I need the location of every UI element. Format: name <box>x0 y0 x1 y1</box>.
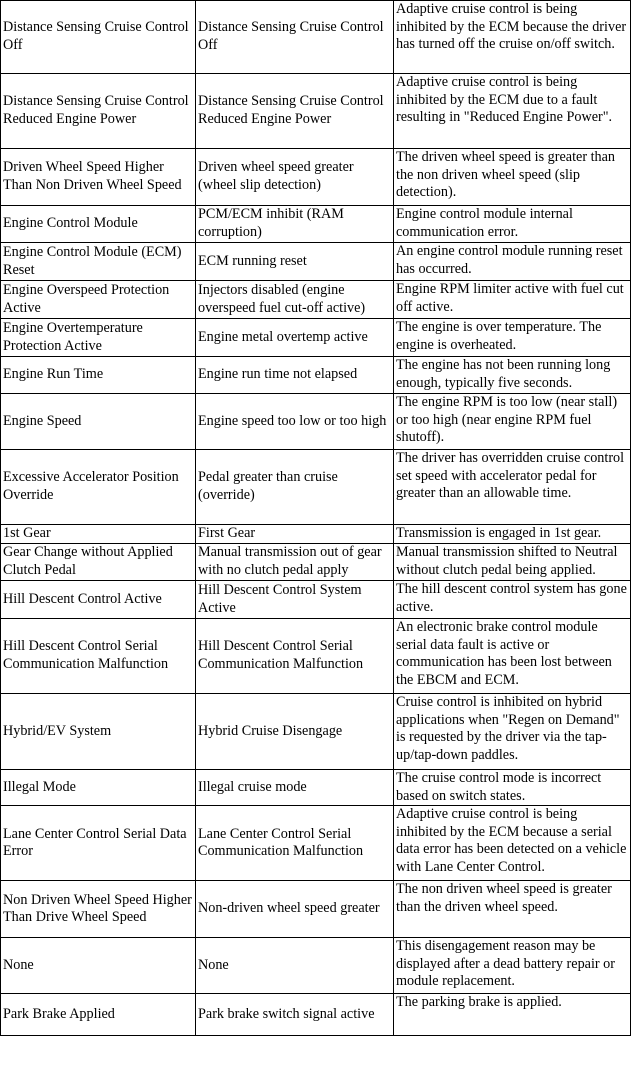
reason-name-cell: Engine Run Time <box>1 357 196 394</box>
table-row <box>1 770 631 806</box>
reason-detail-cell: The hill descent control system has gone active. <box>394 581 631 619</box>
table-row <box>1 1 631 74</box>
reason-description-cell: Distance Sensing Cruise Control Reduced Engine Power <box>196 74 394 149</box>
reason-description-cell: None <box>196 938 394 994</box>
reason-description-cell: Engine run time not elapsed <box>196 357 394 394</box>
table-row <box>1 450 631 525</box>
table-row <box>1 243 631 281</box>
reason-detail-cell: The engine has not been running long enough, typically five seconds. <box>394 357 631 394</box>
table-row <box>1 357 631 394</box>
table-row <box>1 881 631 938</box>
reason-detail-cell: The engine RPM is too low (near stall) or too high (near engine RPM fuel shutoff). <box>394 394 631 450</box>
table-row <box>1 806 631 881</box>
reason-description-cell: Hill Descent Control System Active <box>196 581 394 619</box>
reason-name-cell: Hybrid/EV System <box>1 694 196 770</box>
reason-description-cell: Manual transmission out of gear with no clutch pedal apply <box>196 544 394 581</box>
reason-name-cell: Distance Sensing Cruise Control Reduced Engine Power <box>1 74 196 149</box>
reason-name-cell: Lane Center Control Serial Data Error <box>1 806 196 881</box>
reason-detail-cell: The driven wheel speed is greater than the non driven wheel speed (slip detection). <box>394 149 631 206</box>
table-row <box>1 581 631 619</box>
reason-name-cell: Park Brake Applied <box>1 994 196 1036</box>
reason-description-cell: Hybrid Cruise Disengage <box>196 694 394 770</box>
reason-name-cell: Engine Overspeed Protection Active <box>1 281 196 319</box>
reason-detail-cell: An electronic brake control module serial data fault is active or communication has been lost between the EBCM and ECM. <box>394 619 631 694</box>
reason-description-cell: Engine speed too low or too high <box>196 394 394 450</box>
reason-description-cell: Non-driven wheel speed greater <box>196 881 394 938</box>
reason-name-cell: Illegal Mode <box>1 770 196 806</box>
reason-detail-cell: The cruise control mode is incorrect based on switch states. <box>394 770 631 806</box>
reason-detail-cell: Adaptive cruise control is being inhibited by the ECM because a serial data error has been detected on a vehicle with Lane Center Control. <box>394 806 631 881</box>
reason-name-cell: Engine Speed <box>1 394 196 450</box>
reason-detail-cell: Transmission is engaged in 1st gear. <box>394 525 631 544</box>
reason-description-cell: First Gear <box>196 525 394 544</box>
reason-name-cell: Excessive Accelerator Position Override <box>1 450 196 525</box>
reason-detail-cell: Engine control module internal communication error. <box>394 206 631 243</box>
reason-description-cell: Illegal cruise mode <box>196 770 394 806</box>
table-row <box>1 281 631 319</box>
table-row <box>1 319 631 357</box>
reason-description-cell: Engine metal overtemp active <box>196 319 394 357</box>
reason-detail-cell: An engine control module running reset has occurred. <box>394 243 631 281</box>
reason-name-cell: Gear Change without Applied Clutch Pedal <box>1 544 196 581</box>
reason-detail-cell: The parking brake is applied. <box>394 994 631 1036</box>
reason-detail-cell: Manual transmission shifted to Neutral without clutch pedal being applied. <box>394 544 631 581</box>
reason-name-cell: 1st Gear <box>1 525 196 544</box>
table-row <box>1 149 631 206</box>
reason-description-cell: Pedal greater than cruise (override) <box>196 450 394 525</box>
reason-description-cell: Distance Sensing Cruise Control Off <box>196 1 394 74</box>
reason-detail-cell: The non driven wheel speed is greater than the driven wheel speed. <box>394 881 631 938</box>
reason-name-cell: Non Driven Wheel Speed Higher Than Drive Wheel Speed <box>1 881 196 938</box>
reason-name-cell: Engine Overtemperature Protection Active <box>1 319 196 357</box>
reason-description-cell: PCM/ECM inhibit (RAM corruption) <box>196 206 394 243</box>
reason-name-cell: Hill Descent Control Active <box>1 581 196 619</box>
reason-detail-cell: The driver has overridden cruise control set speed with accelerator pedal for greater than an allowable time. <box>394 450 631 525</box>
reason-detail-cell: Adaptive cruise control is being inhibited by the ECM because the driver has turned off the cruise on/off switch. <box>394 1 631 74</box>
table-row <box>1 694 631 770</box>
table-row <box>1 206 631 243</box>
table-row <box>1 525 631 544</box>
reason-name-cell: Engine Control Module (ECM) Reset <box>1 243 196 281</box>
table-row <box>1 74 631 149</box>
reason-name-cell: Distance Sensing Cruise Control Off <box>1 1 196 74</box>
reason-name-cell: Driven Wheel Speed Higher Than Non Driven Wheel Speed <box>1 149 196 206</box>
reason-description-cell: Park brake switch signal active <box>196 994 394 1036</box>
reason-description-cell: Driven wheel speed greater (wheel slip detection) <box>196 149 394 206</box>
table-row <box>1 994 631 1036</box>
reason-description-cell: Lane Center Control Serial Communication Malfunction <box>196 806 394 881</box>
reason-detail-cell: Adaptive cruise control is being inhibited by the ECM due to a fault resulting in "Reduced Engine Power". <box>394 74 631 149</box>
reason-description-cell: Hill Descent Control Serial Communication Malfunction <box>196 619 394 694</box>
reason-detail-cell: Engine RPM limiter active with fuel cut off active. <box>394 281 631 319</box>
reason-description-cell: ECM running reset <box>196 243 394 281</box>
reason-name-cell: None <box>1 938 196 994</box>
reason-name-cell: Hill Descent Control Serial Communication Malfunction <box>1 619 196 694</box>
reason-name-cell: Engine Control Module <box>1 206 196 243</box>
reason-detail-cell: This disengagement reason may be displayed after a dead battery repair or module replacement. <box>394 938 631 994</box>
table-body <box>1 1 631 1036</box>
table-row <box>1 619 631 694</box>
reason-description-cell: Injectors disabled (engine overspeed fuel cut-off active) <box>196 281 394 319</box>
reason-detail-cell: Cruise control is inhibited on hybrid applications when "Regen on Demand" is requested by the driver via the tap-up/tap-down paddles. <box>394 694 631 770</box>
table-row <box>1 394 631 450</box>
reason-detail-cell: The engine is over temperature. The engine is overheated. <box>394 319 631 357</box>
table-row <box>1 938 631 994</box>
table-row <box>1 544 631 581</box>
